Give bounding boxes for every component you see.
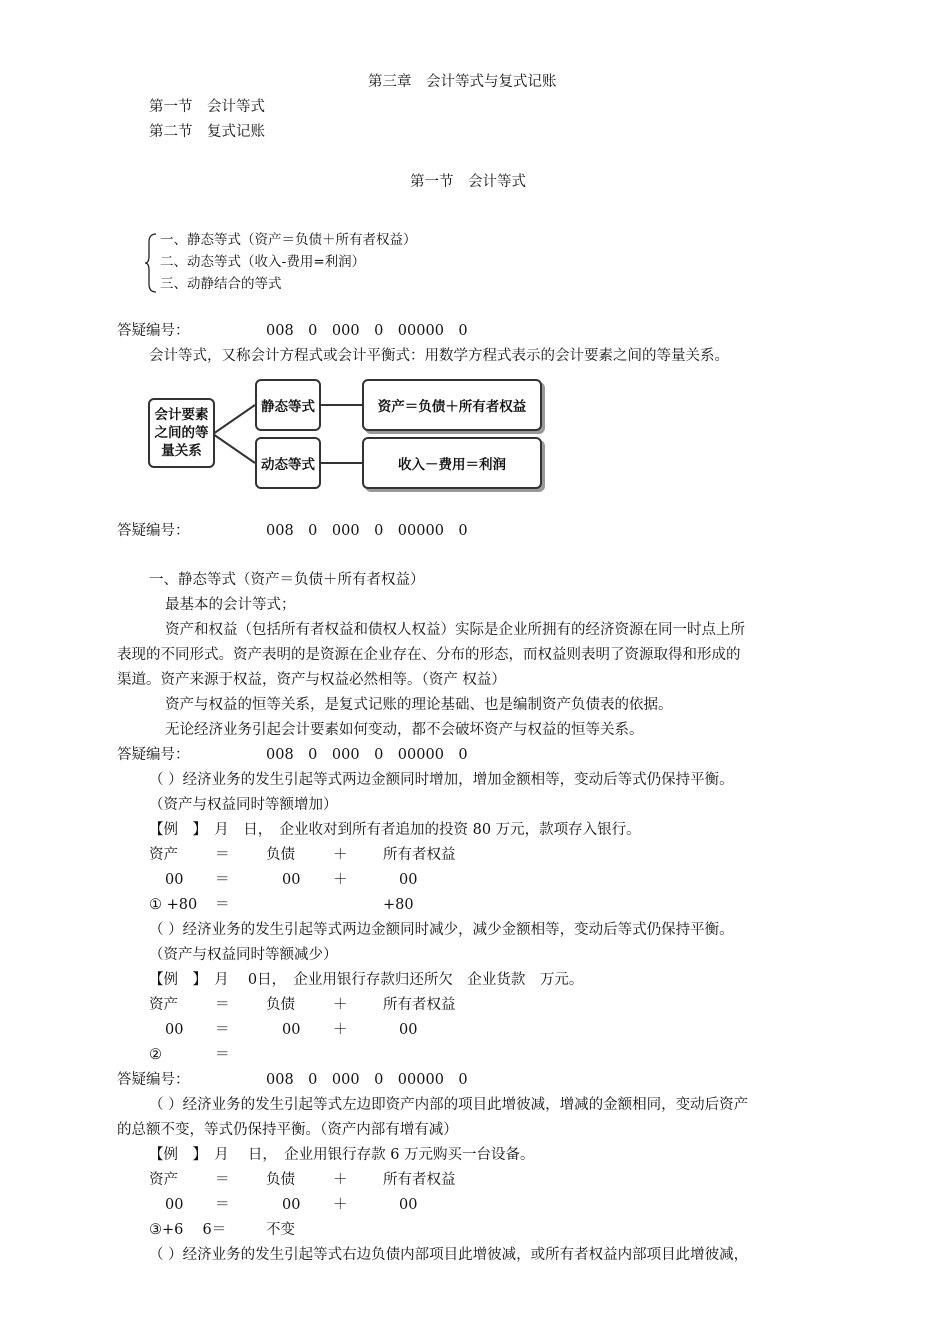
case4-text: （ ）经济业务的发生引起等式右边负债内部项目此增彼减，或所有者权益内部项目此增彼减，: [149, 1247, 749, 1263]
chapter-title: 第三章 会计等式与复式记账: [368, 74, 557, 90]
case2-example: 【例 】 月 0日， 企业用银行存款归还所欠 企业货款 万元。: [149, 972, 584, 988]
qa-code: 008 0 000 0 00000 0: [266, 323, 468, 339]
case3-text: （ ）经济业务的发生引起等式左边即资产内部的项目此增彼减，增减的金额相同，变动后资产: [149, 1097, 749, 1113]
static-heading: 一、静态等式（资产＝负债＋所有者权益）: [149, 572, 425, 588]
qa-code: 008 0 000 0 00000 0: [266, 747, 468, 763]
dynamic-equation-label-box: 动态等式: [255, 437, 321, 489]
paragraph-line: 表现的不同形式。资产表明的是资源在企业存在、分布的形态，而权益则表明了资源取得和形成的: [117, 647, 741, 663]
paragraph-line: 资产与权益的恒等关系，是复式记账的理论基础、也是编制资产负债表的依据。: [165, 697, 673, 713]
definition-text: 会计等式，又称会计方程式或会计平衡式：用数学方程式表示的会计要素之间的等量关系。: [149, 348, 729, 364]
toc-item-2[interactable]: 第二节 复式记账: [149, 124, 265, 140]
dynamic-equation-box: 收入－费用＝利润: [362, 437, 542, 489]
qa-code: 008 0 000 0 00000 0: [266, 523, 468, 539]
outline-item-2: 二、动态等式（收入-费用=利润）: [160, 254, 366, 270]
qa-label: 答疑编号：: [117, 323, 190, 339]
qa-code: 008 0 000 0 00000 0: [266, 1072, 468, 1088]
basic-equation-text: 最基本的会计等式；: [165, 597, 296, 613]
case2-text: （ ）经济业务的发生引起等式两边金额同时减少，减少金额相等，变动后等式仍保持平衡。: [149, 922, 734, 938]
qa-label: 答疑编号：: [117, 747, 190, 763]
static-equation-label-box: 静态等式: [255, 379, 321, 431]
case1-text: （ ）经济业务的发生引起等式两边金额同时增加，增加金额相等，变动后等式仍保持平衡。: [149, 772, 734, 788]
paragraph-line: 资产和权益（包括所有者权益和债权人权益）实际是企业所拥有的经济资源在同一时点上所: [165, 622, 745, 638]
case3-example: 【例 】 月 日， 企业用银行存款 6 万元购买一台设备。: [149, 1147, 535, 1163]
diagram-root-box: 会计要素之间的等量关系: [148, 398, 215, 468]
case1-note: （资产与权益同时等额增加）: [149, 797, 338, 813]
paragraph-line: 无论经济业务引起会计要素如何变动，都不会破坏资产与权益的恒等关系。: [165, 722, 644, 738]
paragraph-line: 渠道。资产来源于权益，资产与权益必然相等。（资产 权益）: [117, 672, 506, 688]
outline-item-3: 三、动静结合的等式: [160, 276, 282, 292]
section-title: 第一节 会计等式: [410, 174, 526, 190]
qa-label: 答疑编号：: [117, 1072, 190, 1088]
case3-text-cont: 的总额不变，等式仍保持平衡。（资产内部有增有减）: [117, 1122, 458, 1138]
toc-item-1[interactable]: 第一节 会计等式: [149, 99, 265, 115]
case2-note: （资产与权益同时等额减少）: [149, 947, 338, 963]
static-equation-box: 资产＝负债＋所有者权益: [362, 379, 542, 431]
outline-item-1: 一、静态等式（资产＝负债＋所有者权益）: [160, 232, 417, 248]
qa-label: 答疑编号：: [117, 523, 190, 539]
case1-example: 【例 】 月 日， 企业收对到所有者追加的投资 80 万元，款项存入银行。: [149, 822, 641, 838]
